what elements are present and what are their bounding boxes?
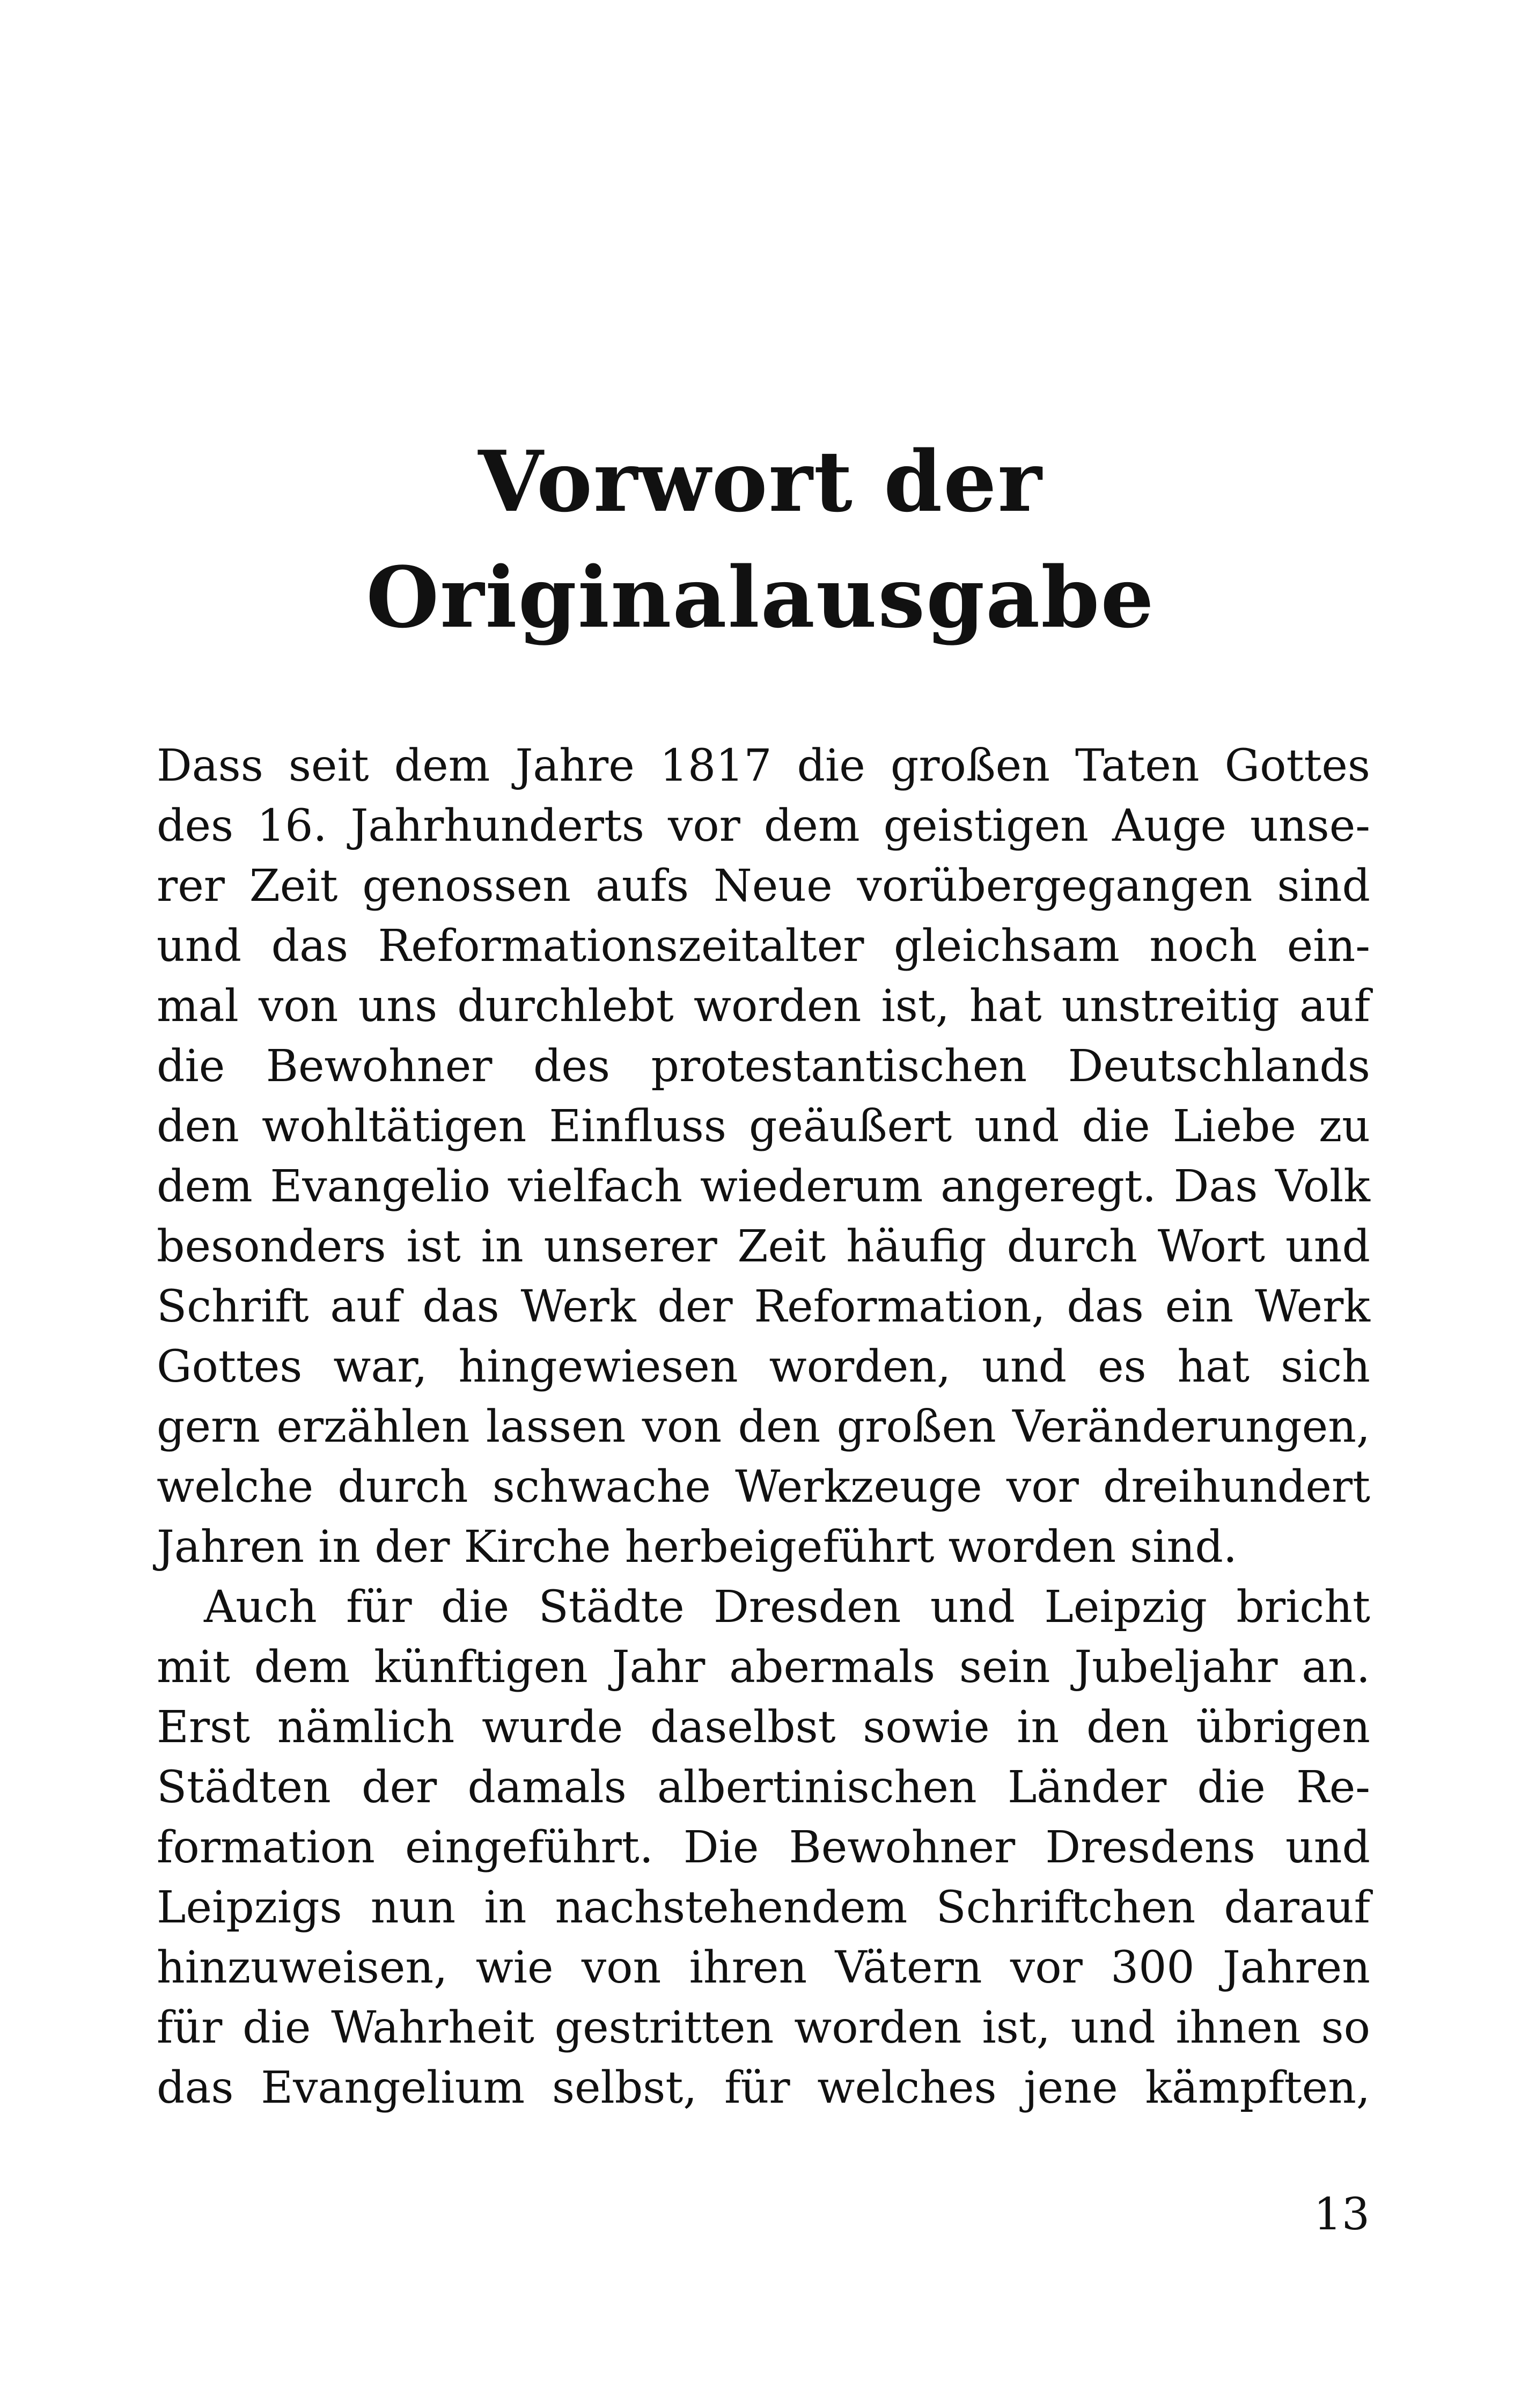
text-line: Auch für die Städte Dresden und Leipzig bricht	[204, 1582, 1370, 1633]
text-line: den wohltätigen Einfluss geäußert und die Liebe zu	[157, 1101, 1370, 1152]
text-line: des 16. Jahrhunderts vor dem geistigen Auge unse-	[157, 801, 1370, 851]
text-line: Erst nämlich wurde daselbst sowie in den übrigen	[157, 1702, 1370, 1753]
chapter-title	[0, 424, 1521, 656]
text-line: dem Evangelio vielfach wiederum angeregt. Das Volk	[157, 1161, 1370, 1212]
paragraph-2	[157, 1577, 1370, 2118]
text-line: Schrift auf das Werk der Reformation, das ein Werk	[157, 1281, 1370, 1332]
text-line: besonders ist in unserer Zeit häufig durch Wort und	[157, 1221, 1370, 1272]
text-line: welche durch schwache Werkzeuge vor dreihundert	[157, 1462, 1370, 1513]
text-line: Leipzigs nun in nachstehendem Schriftchen darauf	[157, 1882, 1370, 1933]
text-line: gern erzählen lassen von den großen Veränderungen,	[157, 1401, 1370, 1452]
text-line: die Bewohner des protestantischen Deutschlands	[157, 1041, 1370, 1092]
text-line: Dass seit dem Jahre 1817 die großen Taten Gottes	[157, 740, 1370, 791]
body-text	[157, 736, 1370, 2118]
text-line: für die Wahrheit gestritten worden ist, und ihnen so	[157, 2002, 1370, 2053]
text-line: hinzuweisen, wie von ihren Vätern vor 300 Jahren	[157, 1942, 1370, 1993]
page-number: 13	[1313, 2189, 1370, 2240]
text-line: mit dem künftigen Jahr abermals sein Jubeljahr an.	[157, 1642, 1370, 1693]
text-line: und das Reformationszeitalter gleichsam noch ein-	[157, 921, 1370, 972]
text-line: das Evangelium selbst, für welches jene kämpften,	[157, 2062, 1370, 2113]
text-line: rer Zeit genossen aufs Neue vorübergegangen sind	[157, 861, 1370, 912]
text-line: Jahren in der Kirche herbeigeführt worden sind.	[157, 1522, 1237, 1573]
text-line: Gottes war, hingewiesen worden, und es hat sich	[157, 1341, 1370, 1392]
paragraph-1	[157, 736, 1370, 1577]
text-line: Städten der damals albertinischen Länder die Re-	[157, 1762, 1370, 1813]
text-line: formation eingeführt. Die Bewohner Dresdens und	[157, 1822, 1370, 1873]
chapter-title-line-2: Originalausgabe	[366, 548, 1155, 647]
chapter-title-line-1: Vorwort der	[478, 432, 1043, 531]
text-line: mal von uns durchlebt worden ist, hat unstreitig auf	[157, 981, 1370, 1032]
